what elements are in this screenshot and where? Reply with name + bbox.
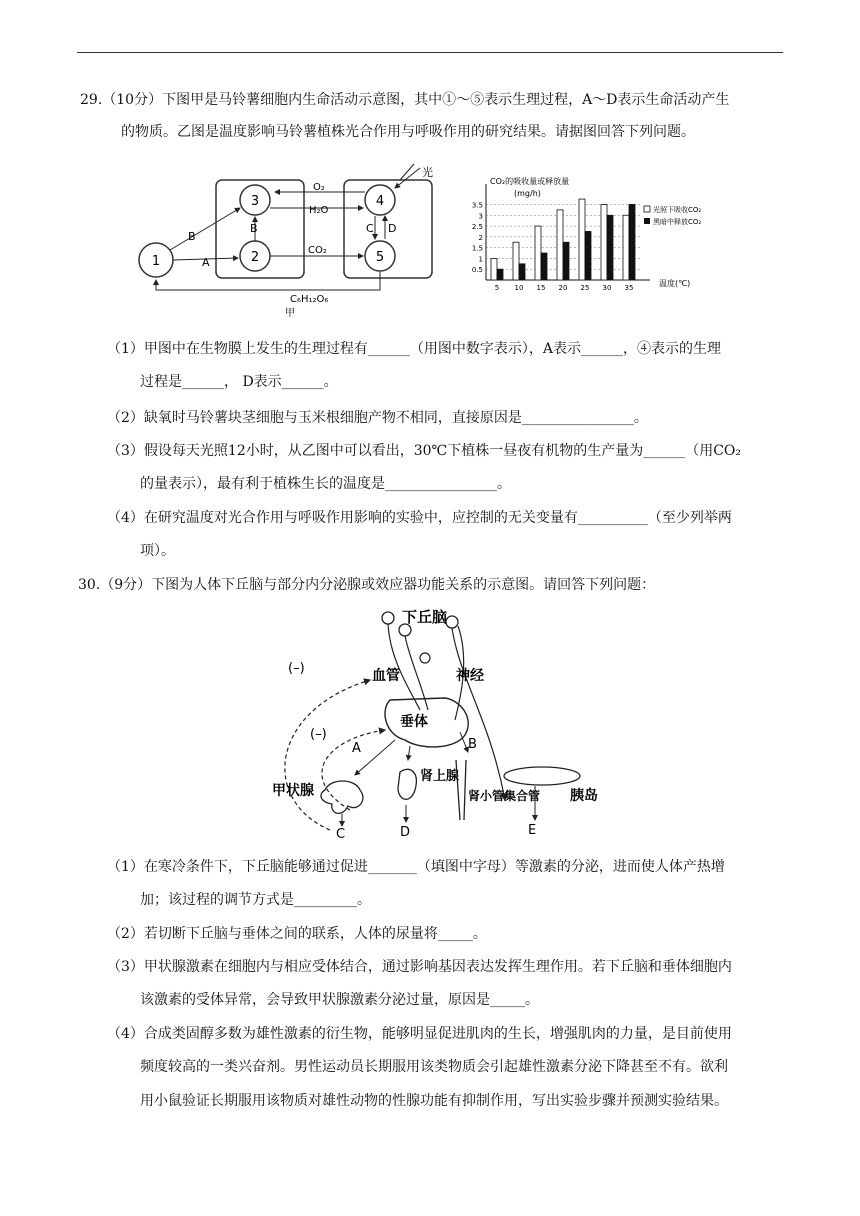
q29-q1-line2: 过程是______， D表示______。: [140, 374, 338, 390]
label-d: D: [388, 222, 397, 235]
q29-q3-line2: 的量表示），最有利于植株生长的温度是________________。: [140, 476, 511, 492]
q29-q2: （2）缺氧时马铃薯块茎细胞与玉米根细胞产物不相同，直接原因是________________。: [107, 410, 648, 426]
q30-q1-line1: （1）在寒冷条件下，下丘脑能够通过促进_______（填图中字母）等激素的分泌，进而使人体产热增: [107, 859, 725, 875]
label-a: A: [352, 741, 361, 756]
label-b: B: [468, 737, 477, 752]
label-nerve: 神经: [456, 668, 484, 684]
bar-dark: [541, 253, 547, 280]
caption-jia: 甲: [285, 308, 295, 319]
y-tick-label: 1.5: [471, 244, 483, 253]
bar-light: [513, 242, 519, 280]
label-glucose: C₆H₁₂O₆: [290, 294, 329, 305]
x-tick-label: 15: [536, 284, 546, 292]
node-4: 4: [375, 194, 385, 209]
label-hypothalamus: 下丘脑: [402, 608, 448, 626]
y-tick-label: 0.5: [471, 266, 483, 275]
node-5: 5: [375, 250, 385, 265]
q29-q3-line1: （3）假设每天光照12小时，从乙图中可以看出，30℃下植株一昼夜有机物的生产量为______（用CO₂: [107, 443, 741, 459]
x-tick-label: 25: [580, 284, 590, 292]
label-b-left: B: [188, 230, 196, 243]
q30-q4-line3: 用小鼠验证长期服用该物质对雄性动物的性腺功能有抑制作用，写出实验步骤并预测实验结果。: [140, 1093, 728, 1109]
label-thyroid: 甲状腺: [272, 783, 314, 799]
chart-xlabel: 温度(℃): [659, 279, 691, 288]
label-h2o: H₂O: [309, 205, 329, 216]
label-co2: CO₂: [308, 245, 327, 256]
diagram-jia: [130, 160, 450, 320]
bar-dark: [563, 242, 569, 280]
bar-dark: [519, 264, 525, 280]
label-kidney: 肾小管集合管: [468, 789, 541, 803]
node-1: 1: [151, 254, 161, 269]
x-tick-label: 5: [494, 284, 500, 292]
y-tick-label: 2: [478, 233, 483, 242]
q30-q1-line2: 加；该过程的调节方式是_________。: [140, 892, 371, 908]
q30-q4-line1: （4）合成类固醇多数为雄性激素的衍生物，能够明显促进肌肉的生长，增强肌肉的力量，是目前使用: [107, 1026, 732, 1042]
node-3: 3: [250, 194, 260, 209]
label-b-up: B: [250, 222, 258, 235]
label-islet: 胰岛: [570, 788, 598, 804]
top-rule: [77, 52, 783, 53]
bar-dark: [607, 215, 613, 280]
y-tick-label: 3: [478, 212, 483, 221]
bar-light: [535, 226, 541, 280]
bar-dark: [629, 204, 635, 280]
y-tick-label: 2.5: [471, 223, 483, 232]
bar-light: [557, 210, 563, 280]
label-vessel: 血管: [372, 668, 400, 684]
bar-dark: [497, 269, 503, 280]
y-tick-label: 3.5: [471, 201, 483, 210]
label-d: D: [400, 825, 411, 840]
legend-dark: 黑暗中释放CO₂: [653, 218, 702, 226]
bar-light: [579, 199, 585, 280]
chart-title: CO₂的吸收量或释放量: [490, 177, 570, 186]
label-neg1: (–): [288, 661, 305, 676]
chart-plot: [472, 184, 650, 292]
q30-q3-line2: 该激素的受体异常，会导致甲状腺激素分泌过量，原因是_____。: [140, 992, 539, 1008]
x-tick-label: 20: [558, 284, 568, 292]
legend-light: 光照下吸收CO₂: [653, 206, 702, 214]
chart-yi: [456, 172, 726, 322]
q29-header-line1: 29.（10分）下图甲是马铃薯细胞内生命活动示意图，其中①～⑤表示生理过程，A～D表示生命活动产生: [80, 92, 730, 108]
label-e: E: [528, 823, 537, 838]
label-adrenal: 肾上腺: [420, 769, 460, 784]
label-neg2: (–): [310, 727, 327, 742]
bar-light: [623, 215, 629, 280]
x-tick-label: 10: [514, 284, 524, 292]
x-tick-label: 35: [624, 284, 634, 292]
q30-q2: （2）若切断下丘脑与垂体之间的联系，人体的尿量将_____。: [107, 926, 487, 942]
q30-q3-line1: （3）甲状腺激素在细胞内与相应受体结合，通过影响基因表达发挥生理作用。若下丘脑和垂体细胞内: [107, 959, 732, 975]
label-light: 光: [422, 166, 433, 179]
bar-dark: [585, 231, 591, 280]
diagram-hypothalamus: [260, 600, 600, 840]
q30-header: 30.（9分）下图为人体下丘脑与部分内分泌腺或效应器功能关系的示意图。请回答下列问题：: [78, 577, 656, 593]
q29-q4-line2: 项）。: [140, 543, 175, 559]
label-c: C: [336, 827, 346, 840]
legend-swatch-light: [644, 206, 650, 212]
q29-header-line2: 的物质。乙图是温度影响马铃薯植株光合作用与呼吸作用的研究结果。请据图回答下列问题。: [121, 124, 695, 140]
label-a: A: [202, 256, 210, 269]
label-o2: O₂: [313, 182, 325, 193]
bar-light: [491, 258, 497, 280]
label-pituitary: 垂体: [400, 714, 428, 730]
q29-q4-line1: （4）在研究温度对光合作用与呼吸作用影响的实验中，应控制的无关变量有__________（至少列举两: [107, 510, 732, 526]
y-tick-label: 1: [478, 255, 483, 264]
chart-unit: (mg/h): [514, 189, 541, 198]
x-tick-label: 30: [602, 284, 612, 292]
q30-q4-line2: 频度较高的一类兴奋剂。男性运动员长期服用该类物质会引起雄性激素分泌下降甚至不有。欲利: [140, 1059, 728, 1075]
bar-light: [601, 204, 607, 280]
node-2: 2: [250, 250, 260, 265]
q29-q1-line1: （1）甲图中在生物膜上发生的生理过程有______（用图中数字表示），A表示______，④表示的生理: [107, 341, 722, 357]
legend-swatch-dark: [644, 218, 650, 224]
label-c: C: [366, 222, 374, 235]
chart-legend: [644, 205, 701, 226]
